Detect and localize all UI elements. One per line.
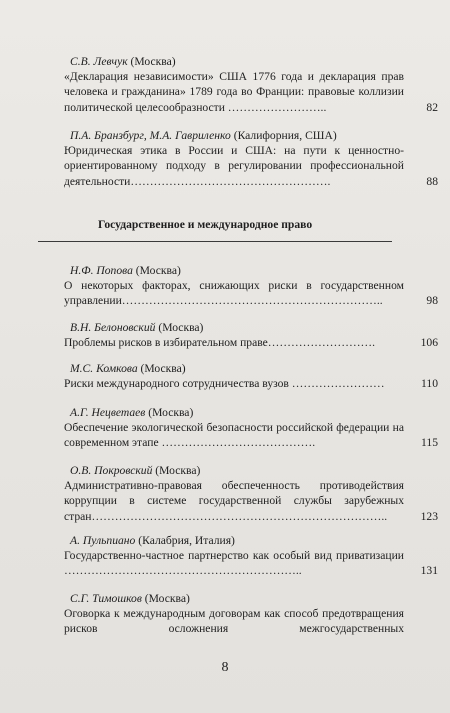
entry-title: Риски международного сотрудничества вузов …………………… [64, 377, 385, 391]
entry-author: П.А. Бранзбург, М.А. Гавриленко [70, 129, 231, 142]
entry-author: О.В. Покровский [70, 464, 153, 477]
entry-page-number: 131 [420, 564, 438, 578]
toc-entry-popova [64, 263, 438, 309]
entry-author: С.Г. Тимошков [70, 592, 142, 605]
toc-entry-levchuk [64, 54, 438, 115]
entry-page-number: 98 [426, 294, 438, 308]
toc-entry-belonovsky [64, 320, 438, 350]
entry-author: В.Н. Белоновский [70, 321, 156, 334]
entry-title: О некоторых факторах, снижающих риски в государственном управлении………………………………………………………….. [64, 279, 404, 308]
entry-title: Проблемы рисков в избирательном праве………………………. [64, 336, 376, 350]
toc-entry-timoshkov [64, 591, 438, 637]
entry-author: Н.Ф. Попова [70, 264, 133, 277]
entry-title: «Декларация независимости» США 1776 года и декларация прав человека и гражданина» 1789 года во Франции: правовые коллизии политической целесообразности …………………….. [64, 70, 404, 114]
entry-title: Государственно-частное партнерство как особый вид приватизации …………………………………………………….. [64, 549, 404, 578]
entry-place: (Москва) [132, 264, 181, 277]
entry-page-number: 123 [420, 509, 438, 523]
toc-entry-pokrovsky [64, 463, 438, 524]
entry-author: М.С. Комкова [70, 362, 138, 375]
entry-title: Административно-правовая обеспеченность противодействия коррупции в системе государственной службы зарубежных стран………………………………………………………………….. [64, 479, 404, 523]
entry-place: (Москва) [137, 362, 186, 375]
entry-author: А. Пульпиано [70, 534, 136, 547]
entry-place: (Калабрия, Италия) [135, 534, 235, 547]
entry-place: (Москва) [155, 321, 204, 334]
section-title: Государственное и международное право [98, 218, 313, 231]
entry-title: Обеспечение экологической безопасности российской федерации на современном этапе …………………………………. [64, 421, 404, 450]
entry-page-number: 115 [421, 436, 438, 450]
toc-entry-komkova [64, 361, 438, 391]
entry-page-number: 82 [426, 100, 438, 114]
entry-place: (Москва) [141, 592, 190, 605]
toc-entry-pulpiano [64, 533, 438, 579]
entry-place: (Калифорния, США) [230, 129, 337, 142]
entry-place: (Москва) [152, 464, 201, 477]
entry-page-number: 106 [420, 336, 438, 350]
entry-place: (Москва) [145, 406, 194, 419]
entry-place: (Москва) [127, 55, 176, 68]
entry-page-number: 88 [426, 174, 438, 188]
entry-title: Оговорка к международным договорам как способ предотвращения рисков осложнения межгосударственных [64, 607, 404, 636]
entry-author: А.Г. Нецветаев [70, 406, 146, 419]
entry-title: Юридическая этика в России и США: на пути к ценностно-ориентированному подходу в регулировании профессиональной деятельности……………………………………………. [64, 144, 404, 188]
page-number: 8 [221, 660, 229, 675]
toc-entry-branzburg [64, 128, 438, 189]
section-divider [38, 241, 392, 242]
entry-author: С.В. Левчук [70, 55, 128, 68]
toc-entry-netsvetaev [64, 405, 438, 451]
entry-page-number: 110 [421, 377, 438, 391]
